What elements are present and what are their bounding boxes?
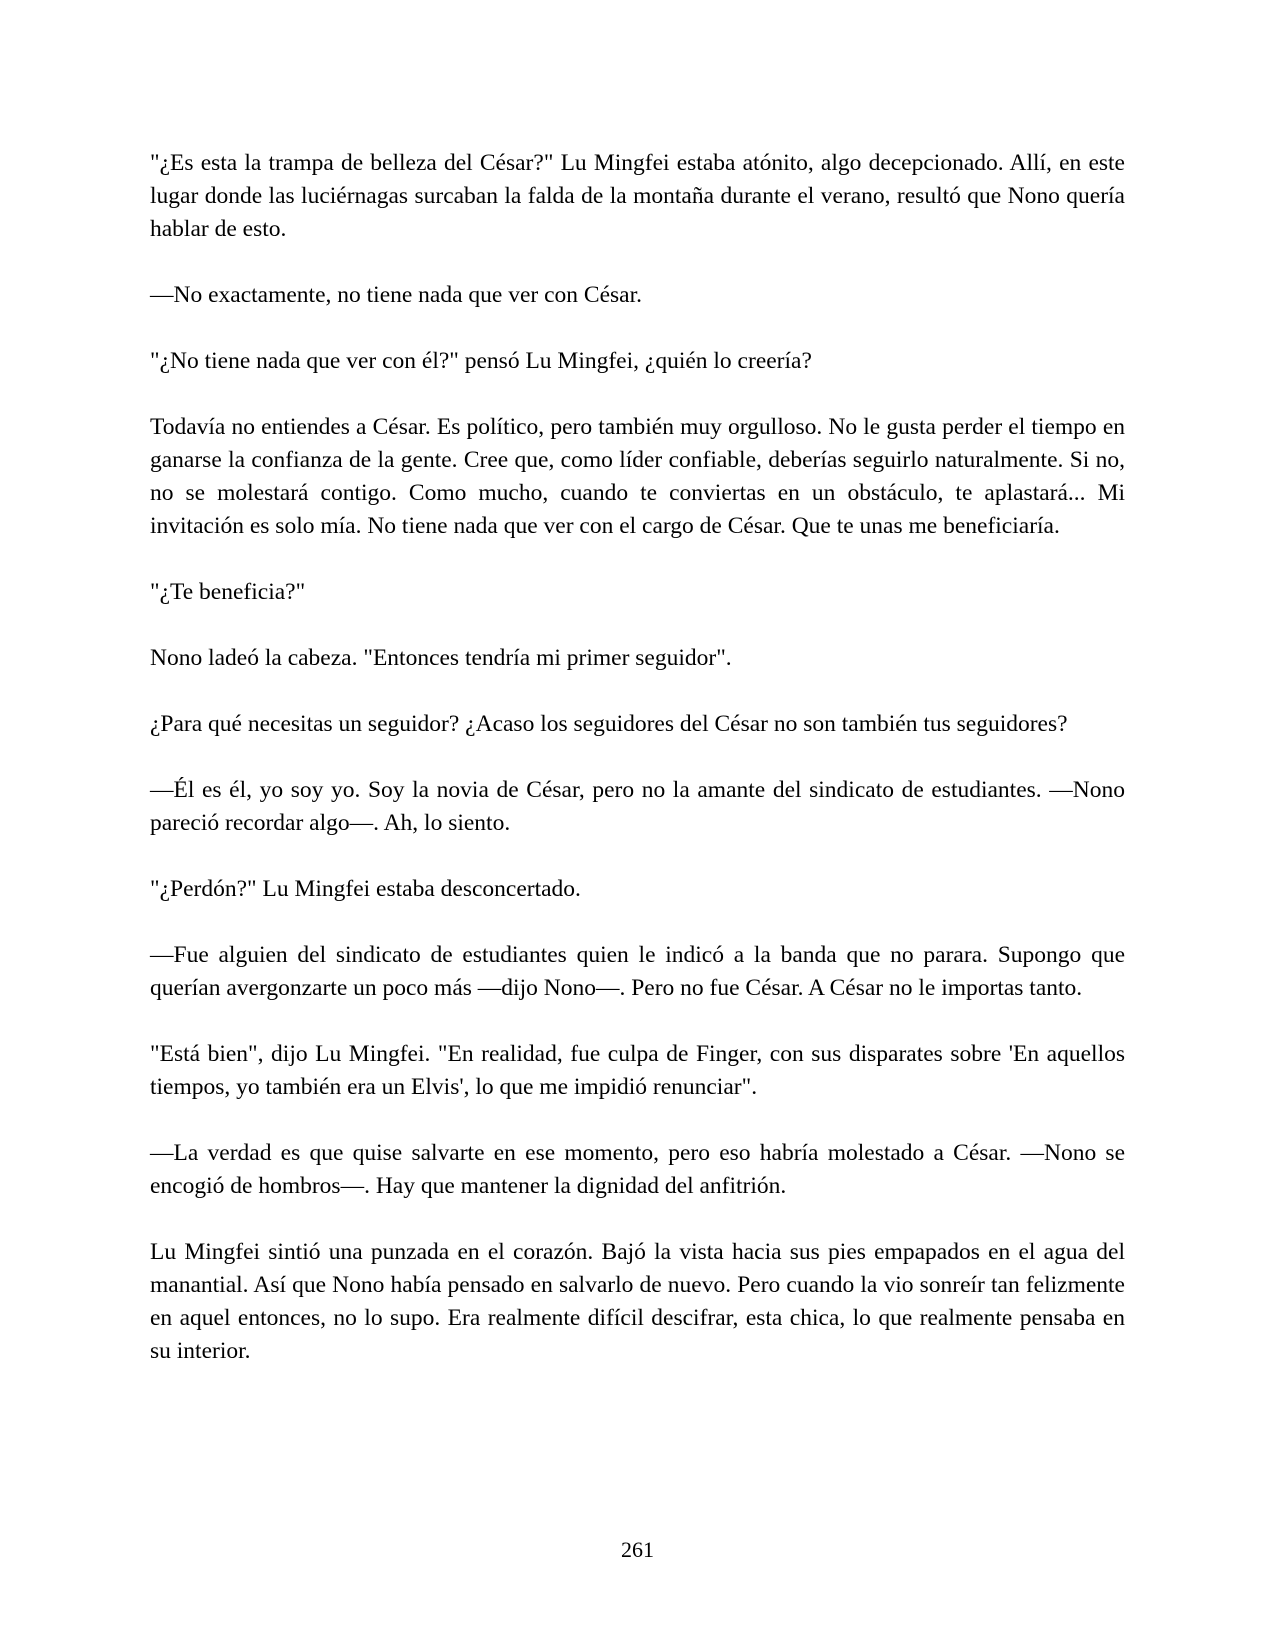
page-number: 261	[621, 1537, 654, 1562]
paragraph: —Fue alguien del sindicato de estudiantes quien le indicó a la banda que no parara. Supongo que querían avergonzarte un poco más —dijo Nono—. Pero no fue César. A César no le importas tanto.	[150, 942, 1125, 1001]
paragraph: "¿Perdón?" Lu Mingfei estaba desconcertado.	[150, 876, 581, 902]
paragraph: —Él es él, yo soy yo. Soy la novia de César, pero no la amante del sindicato de estudiantes. —Nono pareció recordar algo—. Ah, lo siento.	[150, 777, 1125, 836]
paragraph: "¿Es esta la trampa de belleza del César?" Lu Mingfei estaba atónito, algo decepcionado. Allí, en este lugar donde las luciérnagas surcaban la falda de la montaña durante el verano, resultó que Nono quería hablar de esto.	[150, 150, 1125, 242]
paragraph: "¿No tiene nada que ver con él?" pensó Lu Mingfei, ¿quién lo creería?	[150, 348, 812, 374]
body-text	[150, 147, 1125, 1368]
paragraph: —La verdad es que quise salvarte en ese momento, pero eso habría molestado a César. —Nono se encogió de hombros—. Hay que mantener la dignidad del anfitrión.	[150, 1140, 1125, 1199]
paragraph: ¿Para qué necesitas un seguidor? ¿Acaso los seguidores del César no son también tus seguidores?	[150, 711, 1068, 737]
paragraph: Lu Mingfei sintió una punzada en el corazón. Bajó la vista hacia sus pies empapados en el agua del manantial. Así que Nono había pensado en salvarlo de nuevo. Pero cuando la vio sonreír tan felizmente en aquel entonces, no lo supo. Era realmente difícil descifrar, esta chica, lo que realmente pensaba en su interior.	[150, 1239, 1125, 1364]
paragraph: Todavía no entiendes a César. Es político, pero también muy orgulloso. No le gusta perder el tiempo en ganarse la confianza de la gente. Cree que, como líder confiable, deberías seguirlo naturalmente. Si no, no se molestará contigo. Como mucho, cuando te conviertas en un obstáculo, te aplastará... Mi invitación es solo mía. No tiene nada que ver con el cargo de César. Que te unas me beneficiaría.	[150, 414, 1125, 539]
paragraph: "¿Te beneficia?"	[150, 579, 306, 605]
paragraph: —No exactamente, no tiene nada que ver con César.	[150, 282, 642, 308]
paragraph: "Está bien", dijo Lu Mingfei. "En realidad, fue culpa de Finger, con sus disparates sobre 'En aquellos tiempos, yo también era un Elvis', lo que me impidió renunciar".	[150, 1041, 1125, 1100]
paragraph: Nono ladeó la cabeza. "Entonces tendría mi primer seguidor".	[150, 645, 732, 671]
